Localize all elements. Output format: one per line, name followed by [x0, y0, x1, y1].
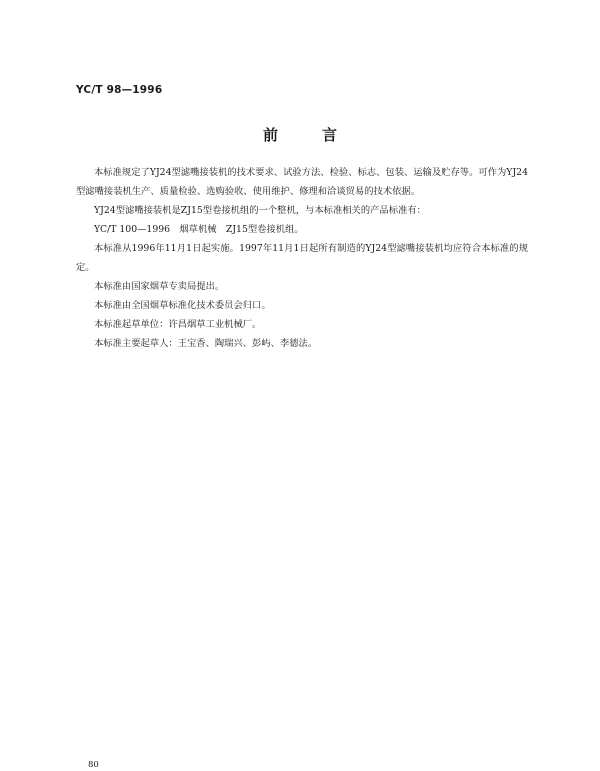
paragraph-administered-by: 本标准由全国烟草标准化技术委员会归口。: [94, 300, 271, 311]
standard-code: YC/T 98—1996: [76, 84, 163, 96]
paragraph-related-standards: YJ24型滤嘴接装机是ZJ15型卷接机组的一个整机，与本标准相关的产品标准有：: [94, 205, 426, 216]
paragraph-effective-date: 本标准从1996年11月1日起实施。1997年11月1日起所有制造的YJ24型滤嘴接装机均应符合本标准的规定。: [76, 243, 528, 273]
page-number: 80: [88, 760, 99, 770]
paragraph-related-standard-item: YC/T 100—1996 烟草机械 ZJ15型卷接机组。: [94, 224, 304, 235]
paragraph-proposed-by: 本标准由国家烟草专卖局提出。: [94, 281, 225, 292]
paragraph-scope: 本标准规定了YJ24型滤嘴接装机的技术要求、试验方法、检验、标志、包装、运输及贮存等。可作为YJ24型滤嘴接装机生产、质量检验、选购验收、使用维护、修理和洽谈贸易的技术依据。: [76, 167, 528, 197]
paragraph-drafters: 本标准主要起草人：王宝香、陶瑞兴、彭屿、李德法。: [94, 338, 318, 349]
page-title: [0, 124, 600, 145]
title-char-1: 前: [262, 126, 278, 144]
foreword-body: [76, 163, 528, 353]
paragraph-drafting-unit: 本标准起草单位：许昌烟草工业机械厂。: [94, 319, 262, 330]
title-char-2: 言: [322, 126, 338, 144]
